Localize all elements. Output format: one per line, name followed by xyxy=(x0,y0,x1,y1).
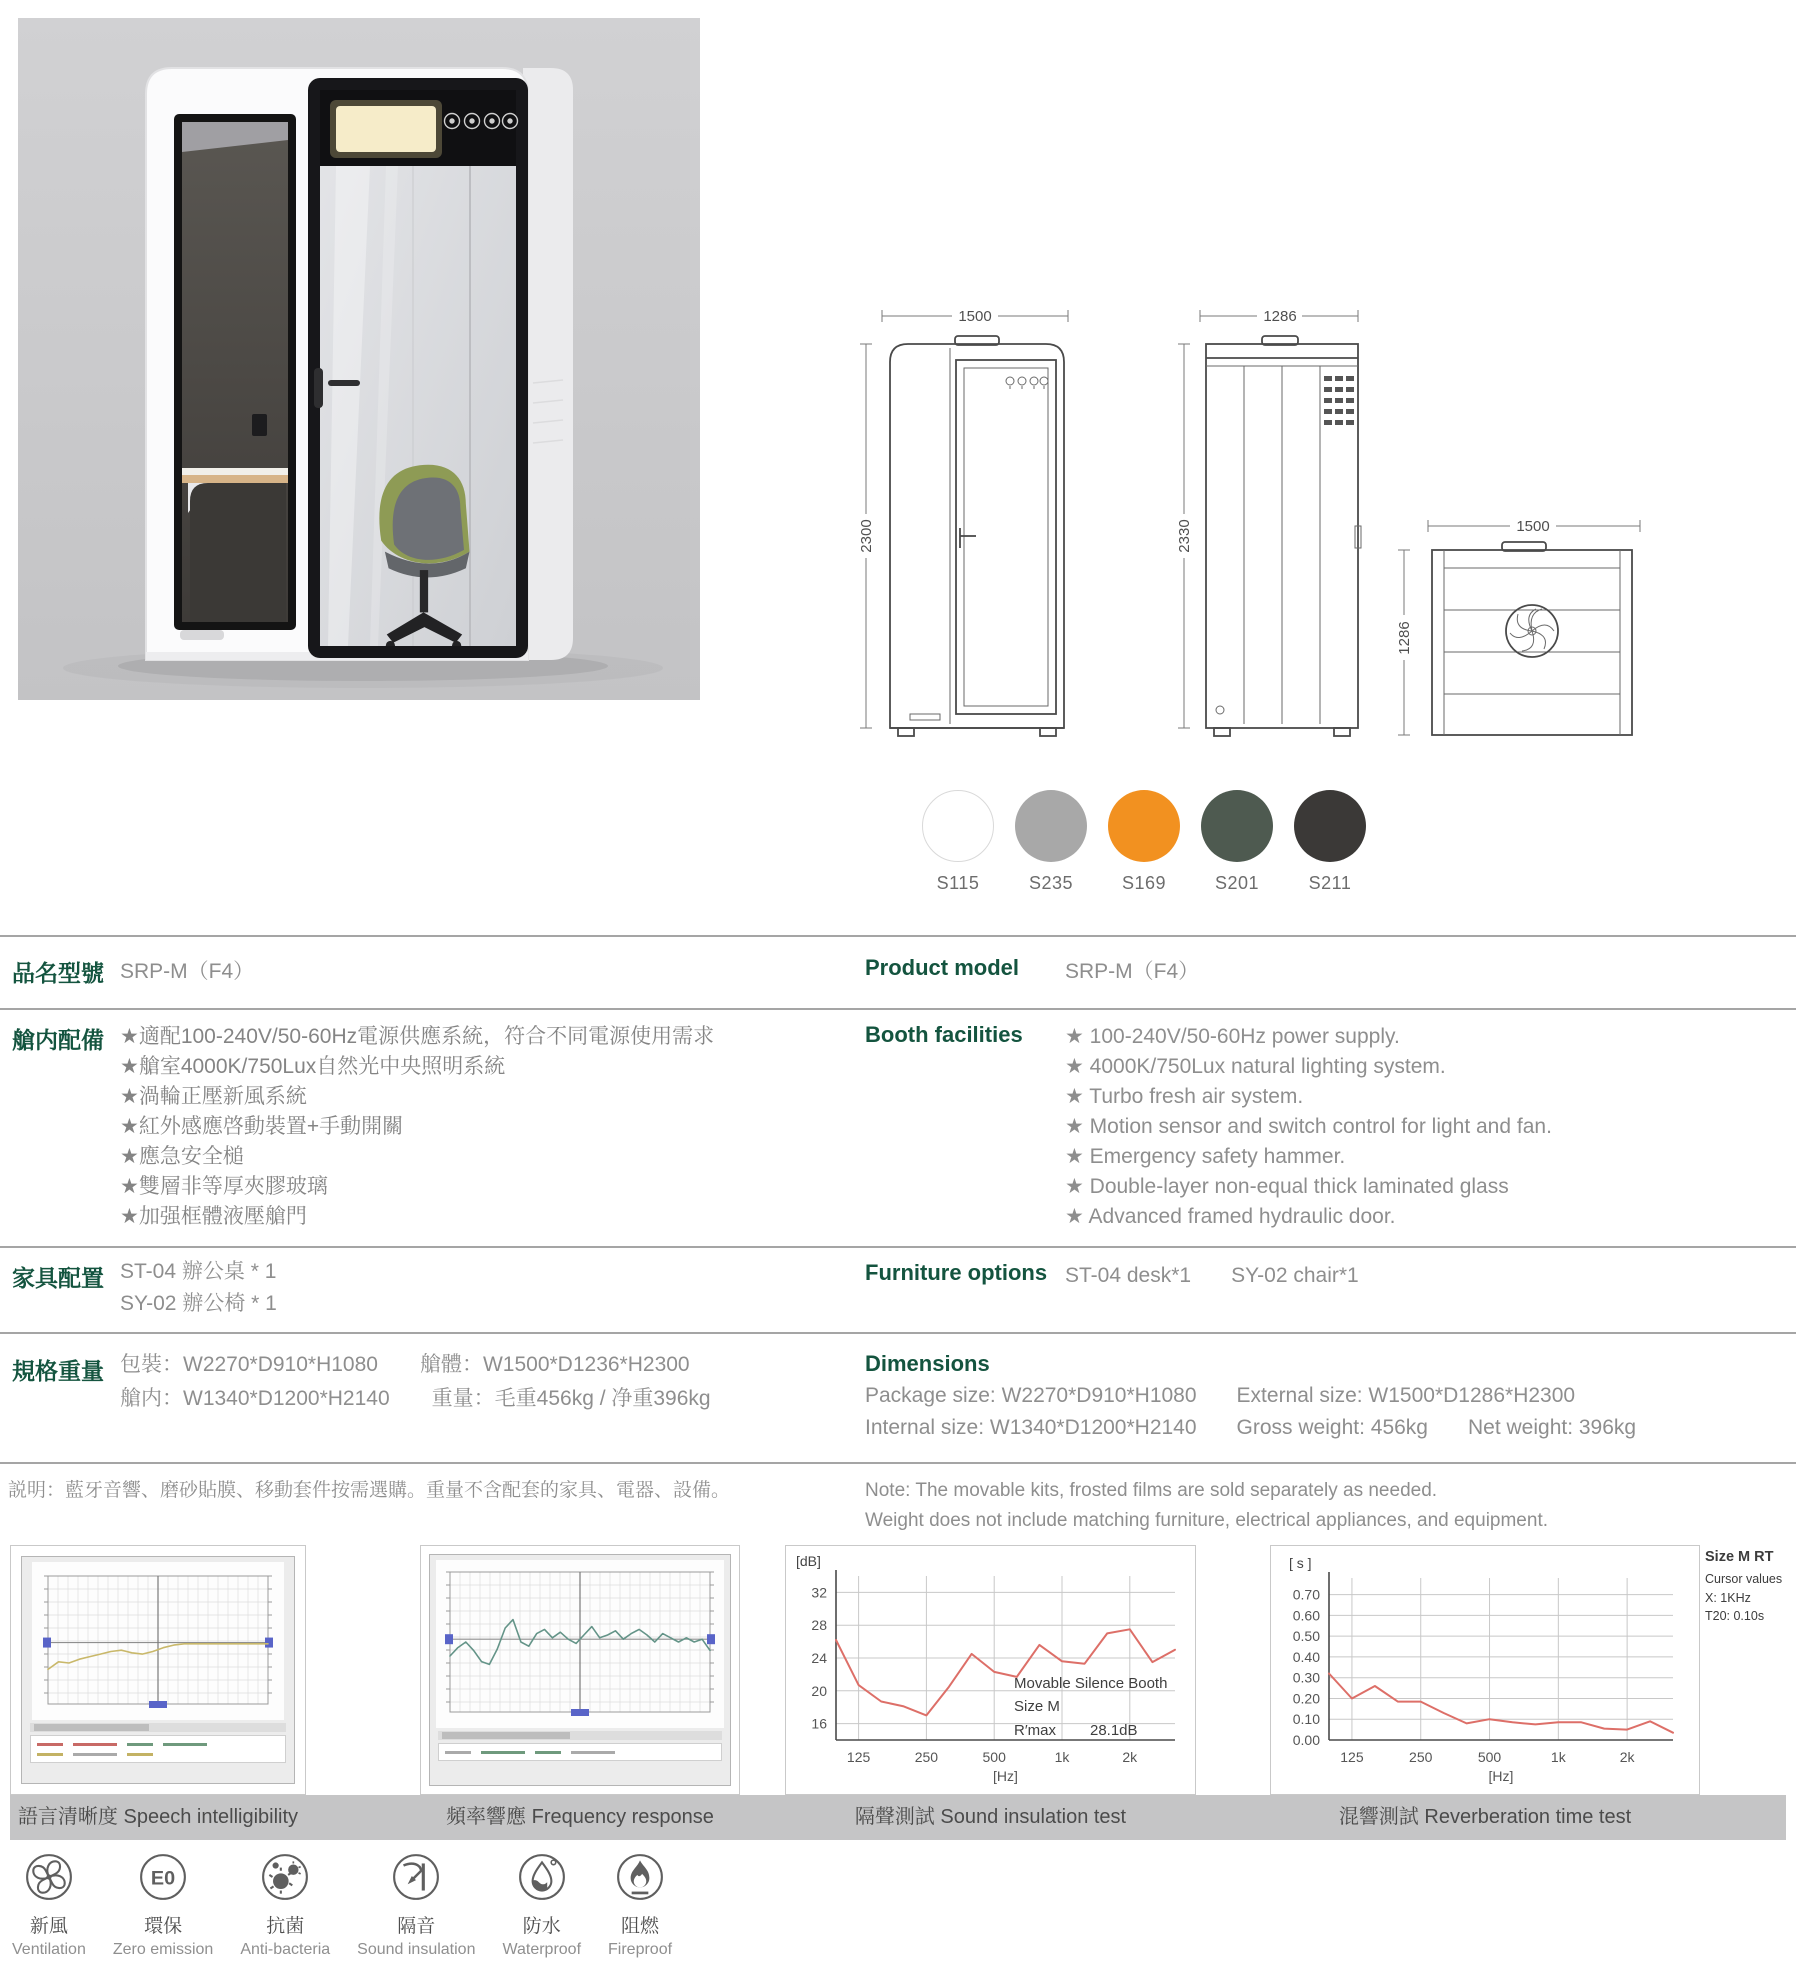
scrollbar-thumb xyxy=(34,1724,149,1731)
facilities-label-zh: 艙内配備 xyxy=(12,1027,104,1053)
facility-item: ★渦輪正壓新風系統 xyxy=(120,1085,307,1108)
e0-icon xyxy=(138,1852,188,1902)
facility-item: ★ Emergency safety hammer. xyxy=(1065,1145,1346,1168)
facility-item: ★適配100-240V/50-60Hz電源供應系統，符合不同電源使用需求 xyxy=(120,1025,715,1048)
chart-caption: 混響測試 Reverberation time test xyxy=(1338,1806,1632,1828)
facility-item: ★ 4000K/750Lux natural lighting system. xyxy=(1065,1055,1446,1078)
side-height-label: 2330 xyxy=(1176,519,1193,553)
sound-insulation-annotation xyxy=(1014,1672,1167,1742)
svg-text:0.00: 0.00 xyxy=(1292,1732,1320,1748)
fireproof-icon xyxy=(615,1852,665,1902)
desk-modesty-panel xyxy=(190,483,286,622)
speech-intelligibility-plot xyxy=(32,1562,284,1720)
swatch-code: S211 xyxy=(1308,873,1352,893)
furniture-item-en: SY-02 chair*1 xyxy=(1231,1264,1359,1287)
svg-text:500: 500 xyxy=(982,1749,1006,1765)
sound-insulation-chart xyxy=(785,1545,1196,1795)
power-socket xyxy=(252,414,267,436)
spec-row-dimensions xyxy=(0,1332,1796,1462)
external-size-en: External size: W1500*D1286*H2300 xyxy=(1236,1384,1576,1407)
rear-height-label: 1286 xyxy=(1396,621,1413,655)
technical-drawings xyxy=(720,0,1796,760)
note-zh: 説明：藍牙音響、磨砂貼膜、移動套件按需選購。重量不含配套的家具、電器、設備。 xyxy=(8,1480,731,1501)
cursor-note-line: Size M RT xyxy=(1705,1549,1774,1565)
rear-fan xyxy=(1506,605,1558,657)
svg-text:0.60: 0.60 xyxy=(1292,1607,1320,1624)
model-label-zh: 品名型號 xyxy=(12,960,104,986)
weight-zh: 重量：毛重456kg / 净重396kg xyxy=(431,1387,711,1410)
svg-text:0.30: 0.30 xyxy=(1292,1669,1320,1686)
furniture-item-en: ST-04 desk*1 xyxy=(1065,1264,1192,1287)
facility-item: ★應急安全槌 xyxy=(120,1145,244,1168)
facility-item: ★紅外感應啓動裝置+手動開關 xyxy=(120,1115,404,1138)
svg-text:1k: 1k xyxy=(1054,1749,1070,1765)
side-vent-grille xyxy=(1324,376,1354,425)
cursor-note-line: T20: 0.10s xyxy=(1705,1609,1765,1624)
waterproof-icon xyxy=(517,1852,567,1902)
svg-text:125: 125 xyxy=(846,1749,871,1765)
svg-text:250: 250 xyxy=(1409,1749,1433,1765)
gross-weight-en: Gross weight: 456kg xyxy=(1236,1416,1428,1439)
model-value-zh: SRP-M（F4） xyxy=(120,960,255,983)
bacteria-icon xyxy=(260,1852,310,1902)
measurement-software-window xyxy=(21,1556,295,1784)
color-swatch xyxy=(1201,790,1273,894)
feature-waterproof xyxy=(502,1852,581,1959)
drawing-rear-view xyxy=(1392,510,1662,755)
reverberation-time-chart xyxy=(1270,1545,1700,1795)
front-door-icons xyxy=(1006,377,1048,389)
rear-width-label: 1500 xyxy=(1516,518,1550,535)
spec-row-note xyxy=(0,1462,1796,1554)
swatch-circle xyxy=(1015,790,1087,862)
annotation-line: Size M xyxy=(1014,1698,1060,1716)
spec-table xyxy=(0,935,1796,1554)
annotation-line: Movable Silence Booth xyxy=(1014,1675,1168,1692)
svg-text:0.50: 0.50 xyxy=(1292,1628,1320,1645)
frequency-response-plot xyxy=(436,1560,724,1728)
facility-item: ★加强框體液壓艙門 xyxy=(120,1205,307,1228)
drawing-front-view xyxy=(852,296,1082,756)
svg-text:32: 32 xyxy=(811,1584,827,1601)
facilities-list-en xyxy=(1065,1022,1552,1232)
feature-label-en: Fireproof xyxy=(608,1941,673,1958)
scrollbar xyxy=(30,1723,286,1732)
svg-text:0.70: 0.70 xyxy=(1292,1586,1320,1603)
spec-row-model xyxy=(0,935,1796,1008)
svg-text:0.40: 0.40 xyxy=(1292,1648,1320,1665)
furniture-item-zh: SY-02 辦公椅 * 1 xyxy=(120,1292,277,1315)
spec-row-furniture xyxy=(0,1246,1796,1332)
swatch-circle xyxy=(1108,790,1180,862)
swatch-circle xyxy=(1201,790,1273,862)
door-handle xyxy=(314,368,323,408)
facility-item: ★ Turbo fresh air system. xyxy=(1065,1085,1304,1108)
front-height-label: 2300 xyxy=(858,519,875,553)
reverberation-cursor-values xyxy=(1705,1547,1796,1626)
feature-icons-row xyxy=(12,1852,672,1959)
svg-text:[Hz]: [Hz] xyxy=(993,1768,1018,1784)
color-swatch xyxy=(1294,790,1366,894)
model-label-en: Product model xyxy=(865,955,1020,980)
legend-marks xyxy=(438,1743,722,1761)
model-value-en: SRP-M（F4） xyxy=(1065,960,1200,983)
furniture-label-zh: 家具配置 xyxy=(12,1265,104,1291)
svg-text:2k: 2k xyxy=(1122,1749,1138,1765)
svg-text:16: 16 xyxy=(811,1715,827,1732)
ceiling-light-panel xyxy=(336,106,436,152)
chart-caption: 隔聲測試 Sound insulation test xyxy=(854,1806,1127,1828)
feature-label-en: Anti-bacteria xyxy=(240,1941,331,1958)
sound-insulation-icon xyxy=(391,1852,441,1902)
speech-intelligibility-chart xyxy=(10,1545,306,1795)
sound-insulation-plot xyxy=(786,1546,1193,1792)
feature-ventilation xyxy=(12,1852,86,1959)
feature-label-en: Waterproof xyxy=(502,1941,582,1958)
svg-text:[ s ]: [ s ] xyxy=(1289,1555,1312,1571)
facility-item: ★ Advanced framed hydraulic door. xyxy=(1065,1205,1396,1228)
feature-anti-bacteria xyxy=(240,1852,330,1959)
scrollbar xyxy=(438,1731,722,1740)
rmax-value: 28.1dB xyxy=(1089,1721,1138,1739)
svg-text:0.20: 0.20 xyxy=(1292,1690,1320,1707)
svg-text:1k: 1k xyxy=(1550,1749,1566,1765)
svg-text:250: 250 xyxy=(914,1749,939,1765)
svg-text:125: 125 xyxy=(1340,1749,1364,1765)
color-swatch xyxy=(1108,790,1180,894)
legend-marks xyxy=(30,1735,286,1763)
feature-label-zh: 新風 xyxy=(29,1916,68,1937)
feature-fireproof xyxy=(608,1852,672,1959)
desk-edge xyxy=(182,475,288,483)
internal-size-zh: 艙内：W1340*D1200*H2140 xyxy=(120,1387,390,1410)
feature-label-zh: 隔音 xyxy=(397,1916,436,1937)
furniture-item-zh: ST-04 辦公桌 * 1 xyxy=(120,1260,277,1283)
cursor-note-line: X: 1KHz xyxy=(1705,1590,1751,1605)
frequency-response-chart xyxy=(420,1545,740,1795)
note-en-line2: Weight does not include matching furniture, electrical appliances, and equipment. xyxy=(865,1510,1548,1531)
swatch-code: S201 xyxy=(1214,873,1260,893)
color-options xyxy=(922,790,1366,894)
facility-item: ★雙層非等厚夾膠玻璃 xyxy=(120,1175,328,1198)
svg-text:[Hz]: [Hz] xyxy=(1488,1768,1514,1784)
scrollbar-thumb xyxy=(442,1732,570,1739)
furniture-label-en: Furniture options xyxy=(865,1260,1048,1285)
cursor-note-line: Cursor values xyxy=(1705,1571,1783,1586)
swatch-code: S235 xyxy=(1028,873,1074,893)
swatch-circle xyxy=(1294,790,1366,862)
desk-top xyxy=(182,468,288,475)
chart-caption: 頻率響應 Frequency response xyxy=(446,1806,714,1828)
brand-logo-plate xyxy=(180,630,224,640)
facility-item: ★ Motion sensor and switch control for light and fan. xyxy=(1065,1115,1552,1138)
package-size-en: Package size: W2270*D910*H1080 xyxy=(865,1384,1197,1407)
net-weight-en: Net weight: 396kg xyxy=(1467,1416,1637,1439)
facilities-list-zh xyxy=(120,1022,714,1232)
measurement-software-window xyxy=(429,1554,731,1786)
svg-text:0.10: 0.10 xyxy=(1292,1711,1320,1728)
rmax-label: R′max xyxy=(1014,1721,1056,1739)
package-size-zh: 包裝：W2270*D910*H1080 xyxy=(120,1353,378,1376)
facility-item: ★ 100-240V/50-60Hz power supply. xyxy=(1065,1025,1400,1048)
test-charts xyxy=(0,1545,1796,1845)
reverberation-time-plot xyxy=(1271,1546,1697,1792)
facilities-label-en: Booth facilities xyxy=(865,1022,1023,1047)
svg-text:20: 20 xyxy=(811,1682,827,1699)
feature-label-en: Sound insulation xyxy=(357,1941,476,1958)
facility-item: ★艙室4000K/750Lux自然光中央照明系統 xyxy=(120,1055,506,1078)
drawing-side-view xyxy=(1172,296,1372,756)
front-door-handle xyxy=(960,528,976,548)
product-photo xyxy=(18,18,700,700)
internal-size-en: Internal size: W1340*D1200*H2140 xyxy=(865,1416,1197,1439)
booth-photo-illustration xyxy=(18,18,700,700)
svg-text:[dB]: [dB] xyxy=(796,1553,821,1569)
feature-zero-emission xyxy=(113,1852,213,1959)
svg-text:2k: 2k xyxy=(1619,1749,1635,1765)
svg-text:28: 28 xyxy=(811,1617,827,1634)
swatch-circle xyxy=(922,790,994,862)
chart-caption-bar xyxy=(10,1795,1786,1840)
facility-item: ★ Double-layer non-equal thick laminated glass xyxy=(1065,1175,1509,1198)
swatch-code: S115 xyxy=(936,873,980,893)
feature-sound-insulation xyxy=(357,1852,475,1959)
feature-label-zh: 環保 xyxy=(144,1916,183,1937)
svg-text:500: 500 xyxy=(1477,1749,1502,1765)
e0-text: E0 xyxy=(150,1867,176,1890)
feature-label-zh: 防水 xyxy=(522,1916,561,1937)
feature-label-en: Ventilation xyxy=(12,1941,86,1958)
note-en-line1: Note: The movable kits, frosted films are sold separately as needed. xyxy=(865,1480,1438,1501)
fan-icon xyxy=(24,1852,74,1902)
side-width-label: 1286 xyxy=(1263,308,1297,325)
front-width-label: 1500 xyxy=(958,308,992,325)
dimensions-label-zh: 規格重量 xyxy=(12,1358,104,1384)
color-swatch xyxy=(922,790,994,894)
feature-label-zh: 抗菌 xyxy=(266,1916,305,1937)
external-size-zh: 艙體：W1500*D1236*H2300 xyxy=(419,1353,690,1376)
feature-label-en: Zero emission xyxy=(112,1941,214,1958)
dimensions-label-en: Dimensions xyxy=(865,1351,990,1376)
chart-caption: 語言清晰度 Speech intelligibility xyxy=(17,1806,299,1828)
booth-side-face xyxy=(523,68,573,660)
svg-text:24: 24 xyxy=(811,1650,827,1666)
spec-row-facilities xyxy=(0,1008,1796,1246)
feature-label-zh: 阻燃 xyxy=(621,1916,660,1937)
swatch-code: S169 xyxy=(1121,873,1167,893)
color-swatch xyxy=(1015,790,1087,894)
